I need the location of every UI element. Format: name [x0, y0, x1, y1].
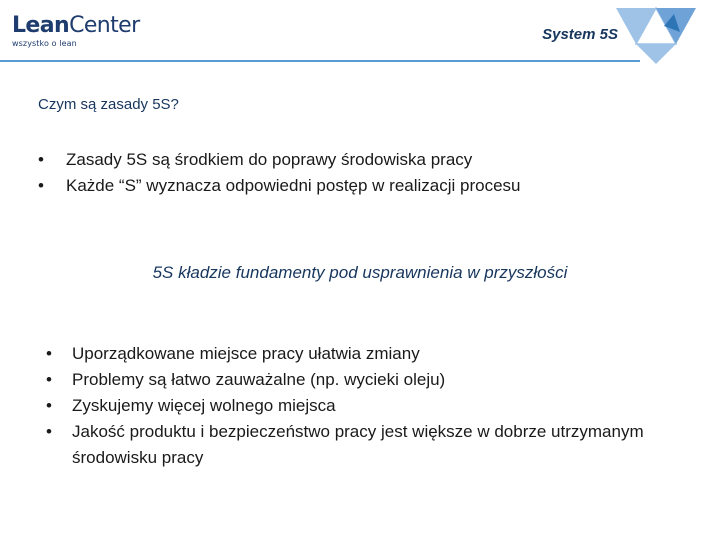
intro-bullet-list: [66, 147, 686, 199]
benefit-bullet-item: • Zyskujemy więcej wolnego miejsca: [72, 393, 672, 419]
triangle-graphic-icon: [616, 4, 698, 64]
benefit-bullet-item: • Uporządkowane miejsce pracy ułatwia zmiany: [72, 341, 672, 367]
highlight-statement: 5S kładzie fundamenty pod usprawnienia w przyszłości: [152, 263, 568, 282]
page-title: System 5S: [542, 26, 618, 43]
logo-lean-text: Lean: [12, 13, 70, 38]
logo-wordmark: [12, 14, 140, 38]
header: [0, 0, 720, 66]
intro-bullet-item: • Każde “S” wyznacza odpowiedni postęp w realizacji procesu: [66, 173, 686, 199]
logo-center-text: Center: [69, 13, 140, 38]
logo-tagline: wszystko o lean: [12, 39, 77, 48]
benefit-bullet-item: • Jakość produktu i bezpieczeństwo pracy jest większe w dobrze utrzymanym środowisku pracy: [72, 419, 672, 471]
benefit-bullet-item: • Problemy są łatwo zauważalne (np. wycieki oleju): [72, 367, 672, 393]
leancenter-logo: [12, 14, 140, 48]
triangle-light-bottom: [636, 44, 676, 64]
intro-bullet-item: • Zasady 5S są środkiem do poprawy środowiska pracy: [66, 147, 686, 173]
header-divider: [0, 60, 640, 62]
benefit-bullet-list: [72, 341, 672, 471]
section-subtitle: Czym są zasady 5S?: [38, 96, 179, 113]
